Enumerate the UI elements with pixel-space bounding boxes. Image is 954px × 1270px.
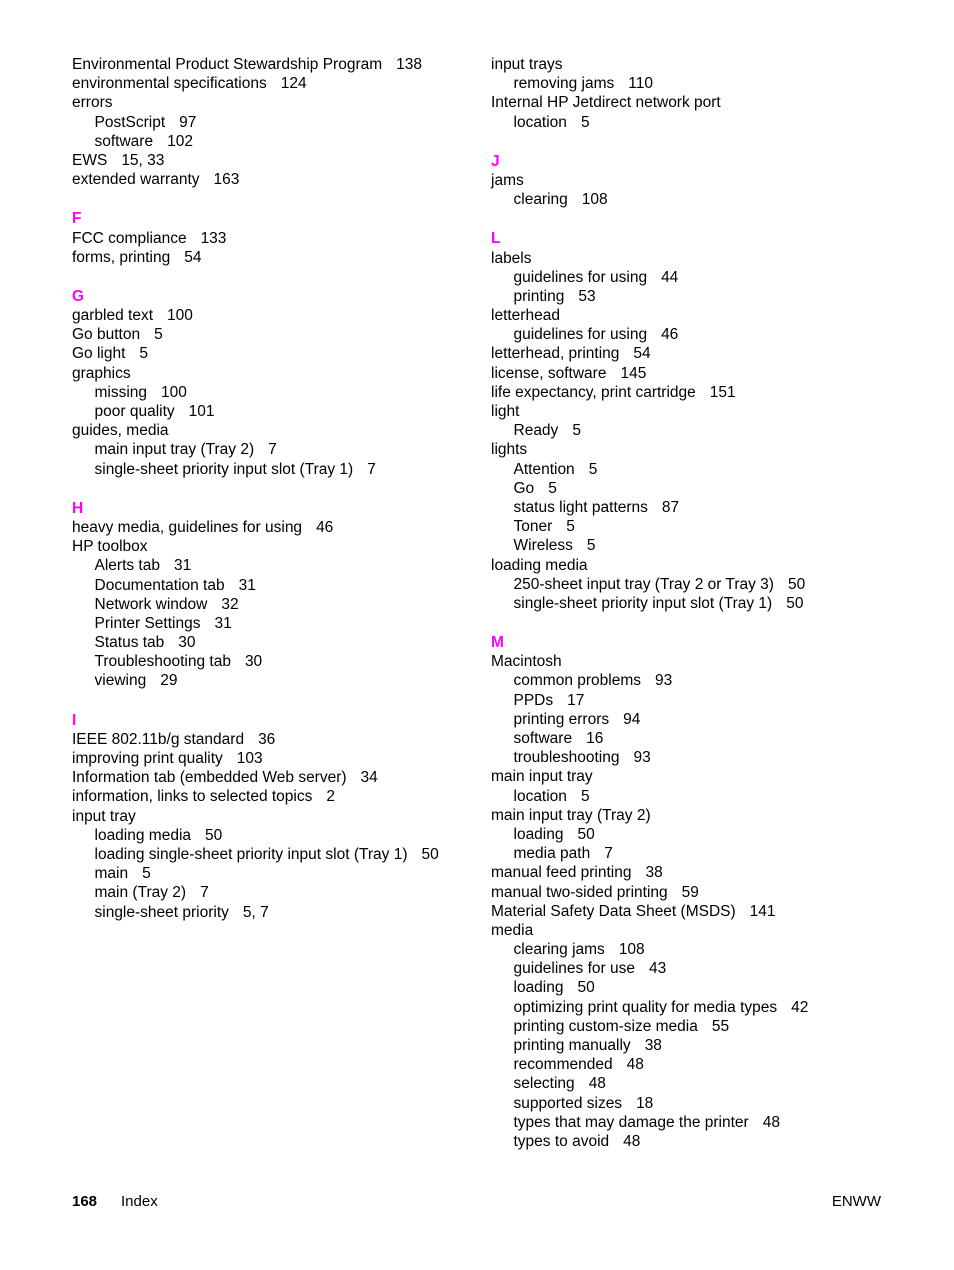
index-term: EWS <box>72 151 108 169</box>
index-term: loading media <box>94 826 192 844</box>
index-term: manual feed printing <box>491 864 632 882</box>
index-page-ref[interactable]: 34 <box>360 769 378 787</box>
index-subentry <box>72 576 472 595</box>
index-entry <box>72 421 472 440</box>
index-letter-heading: M <box>491 634 504 652</box>
index-subentry <box>72 826 472 845</box>
index-term: clearing <box>513 191 568 209</box>
index-term: poor quality <box>94 403 175 420</box>
index-term: letterhead <box>491 307 560 325</box>
index-entry <box>72 170 472 189</box>
index-subentry <box>491 1017 911 1036</box>
index-page-ref[interactable]: 50 <box>421 845 439 863</box>
index-term: life expectancy, print cartridge <box>491 383 696 401</box>
index-subentry <box>72 383 472 402</box>
index-term: input trays <box>491 56 563 73</box>
index-page-ref[interactable]: 31 <box>238 576 256 594</box>
index-entry <box>72 248 472 267</box>
index-entry <box>491 883 911 902</box>
index-subentry <box>491 787 911 806</box>
index-page-ref[interactable]: 145 <box>620 364 647 382</box>
index-term: types that may damage the printer <box>513 1113 749 1131</box>
index-term: single-sheet priority input slot (Tray 1) <box>513 594 773 612</box>
index-term: graphics <box>72 364 131 382</box>
index-page-ref[interactable]: 46 <box>316 518 334 536</box>
index-term: removing jams <box>513 75 615 93</box>
index-subentry <box>72 440 472 459</box>
index-term: Internal HP Jetdirect network port <box>491 94 721 112</box>
index-entry <box>491 249 911 268</box>
index-subentry <box>72 614 472 633</box>
index-term: common problems <box>513 672 641 690</box>
index-page-ref[interactable]: 48 <box>626 1056 644 1074</box>
index-entry <box>72 730 472 749</box>
index-subentry <box>72 671 472 690</box>
index-page-ref[interactable]: 15, 33 <box>121 151 165 169</box>
index-term: PPDs <box>513 691 554 709</box>
index-subentry <box>72 132 472 151</box>
index-page-ref[interactable]: 5 <box>139 345 149 363</box>
index-term: guidelines for use <box>513 960 635 978</box>
index-term: single-sheet priority <box>94 903 229 921</box>
index-term: selecting <box>513 1075 575 1093</box>
index-group <box>491 229 911 613</box>
index-entry <box>72 364 472 383</box>
index-term: lights <box>491 441 528 459</box>
index-term: clearing jams <box>513 941 605 959</box>
index-entry <box>72 55 472 74</box>
index-page-ref[interactable]: 102 <box>167 132 193 150</box>
index-term: main input tray (Tray 2) <box>94 441 255 459</box>
index-page-ref[interactable]: 38 <box>644 1037 662 1054</box>
index-page-ref[interactable]: 151 <box>709 383 736 401</box>
index-page-ref[interactable]: 5 <box>586 537 596 555</box>
index-term: loading media <box>491 556 588 574</box>
index-term: viewing <box>94 672 147 690</box>
index-term: Environmental Product Stewardship Program <box>72 56 383 73</box>
index-subentry <box>491 268 911 287</box>
index-subentry <box>491 1094 911 1113</box>
index-entry <box>72 768 472 787</box>
index-page-ref[interactable]: 100 <box>161 383 187 401</box>
index-subentry <box>491 671 911 690</box>
index-term: FCC compliance <box>72 229 187 247</box>
index-entry <box>72 749 472 768</box>
index-letter-heading: F <box>72 210 82 228</box>
index-page-ref[interactable]: 7 <box>200 884 209 902</box>
index-term: guidelines for using <box>513 268 648 286</box>
index-page-ref[interactable]: 54 <box>633 345 651 363</box>
index-subentry <box>72 402 472 421</box>
index-entry <box>491 556 911 575</box>
index-term: loading <box>513 979 564 997</box>
index-page-ref[interactable]: 5 <box>588 460 598 478</box>
index-term: guides, media <box>72 422 169 440</box>
index-term: Material Safety Data Sheet (MSDS) <box>491 902 736 920</box>
index-term: Information tab (embedded Web server) <box>72 769 347 787</box>
index-entry <box>491 93 911 112</box>
index-subentry <box>491 517 911 536</box>
index-term: Status tab <box>94 634 165 652</box>
index-group <box>72 55 472 189</box>
index-entry <box>491 364 911 383</box>
index-subentry <box>491 287 911 306</box>
index-subentry <box>491 748 911 767</box>
index-entry <box>491 806 911 825</box>
index-page-ref[interactable]: 101 <box>188 403 215 420</box>
index-page-ref[interactable]: 50 <box>205 826 223 844</box>
index-term: Wireless <box>513 537 573 555</box>
index-group <box>72 711 472 922</box>
index-subentry <box>491 1074 911 1093</box>
index-page-ref[interactable]: 5 <box>142 865 151 883</box>
index-entry <box>72 344 472 363</box>
index-page-ref[interactable]: 110 <box>628 75 653 93</box>
index-page-ref[interactable]: 36 <box>258 730 276 748</box>
index-term: location <box>513 113 567 131</box>
index-term: Go button <box>72 326 141 344</box>
index-subentry <box>491 498 911 517</box>
index-subentry <box>491 978 911 997</box>
index-subentry <box>72 845 472 864</box>
index-term: PostScript <box>94 113 166 131</box>
index-term: printing errors <box>513 710 610 728</box>
index-group <box>491 55 911 132</box>
index-page-ref[interactable]: 38 <box>645 864 663 882</box>
index-subentry <box>491 1055 911 1074</box>
index-term: environmental specifications <box>72 75 267 93</box>
footer-doc-code: ENWW <box>831 1193 881 1210</box>
index-subentry <box>491 940 911 959</box>
index-term: printing manually <box>513 1037 631 1054</box>
index-subentry <box>72 633 472 652</box>
index-subentry <box>491 594 911 613</box>
index-entry <box>72 229 472 248</box>
index-entry <box>72 325 472 344</box>
index-term: extended warranty <box>72 171 200 189</box>
index-subentry <box>491 729 911 748</box>
index-entry <box>491 402 911 421</box>
index-term: Go light <box>72 345 126 363</box>
index-page-ref[interactable]: 32 <box>221 595 239 613</box>
index-term: troubleshooting <box>513 749 620 767</box>
index-entry <box>491 171 911 190</box>
index-subentry <box>491 691 911 710</box>
index-group <box>72 209 472 267</box>
index-term: main input tray (Tray 2) <box>491 806 651 824</box>
index-page-ref[interactable]: 30 <box>244 653 263 671</box>
index-entry <box>491 383 911 402</box>
index-term: location <box>513 787 567 805</box>
index-page-ref[interactable]: 7 <box>268 441 277 459</box>
index-subentry <box>72 652 472 671</box>
index-letter-heading: G <box>72 287 85 305</box>
index-term: media <box>491 921 534 939</box>
index-page-ref[interactable]: 7 <box>604 845 613 863</box>
index-page-ref[interactable]: 5 <box>580 787 590 805</box>
index-entry <box>72 151 472 170</box>
index-term: Alerts tab <box>94 557 160 575</box>
index-term: printing <box>513 287 565 305</box>
index-letter-heading: H <box>72 499 84 517</box>
index-term: improving print quality <box>72 750 223 767</box>
index-page-ref[interactable]: 5 <box>566 518 575 536</box>
index-term: Printer Settings <box>94 614 201 632</box>
index-term: Troubleshooting tab <box>94 653 231 671</box>
index-entry <box>491 55 911 74</box>
index-page-ref[interactable]: 50 <box>577 825 595 843</box>
index-page-ref[interactable]: 97 <box>179 113 197 131</box>
index-term: HP toolbox <box>72 538 148 556</box>
index-page-ref[interactable]: 94 <box>623 710 641 728</box>
index-term: status light patterns <box>513 498 648 516</box>
index-column-right <box>491 55 911 1171</box>
index-subentry <box>491 113 911 132</box>
index-subentry <box>72 903 472 922</box>
index-term: types to avoid <box>513 1132 610 1150</box>
index-term: heavy media, guidelines for using <box>72 518 303 536</box>
index-subentry <box>491 74 911 93</box>
index-page-ref[interactable]: 100 <box>167 307 193 325</box>
index-page-ref[interactable]: 108 <box>581 191 608 209</box>
index-entry <box>72 93 472 112</box>
index-term: input tray <box>72 807 136 825</box>
index-term: manual two-sided printing <box>491 883 668 901</box>
index-term: information, links to selected topics <box>72 788 313 806</box>
index-letter-heading: I <box>72 711 77 729</box>
index-term: main (Tray 2) <box>94 884 187 902</box>
index-page-ref[interactable]: 16 <box>586 730 604 747</box>
index-term: loading single-sheet priority input slot (Tray 1) <box>94 845 408 863</box>
index-entry <box>72 807 472 826</box>
index-entry <box>491 767 911 786</box>
index-entry <box>491 921 911 940</box>
index-term: Macintosh <box>491 653 562 671</box>
index-term: Network window <box>94 595 208 613</box>
index-page-ref[interactable]: 29 <box>160 672 178 690</box>
index-entry <box>491 863 911 882</box>
index-page-ref[interactable]: 17 <box>567 691 585 709</box>
footer-page-number: 168 <box>72 1193 98 1210</box>
index-term: optimizing print quality for media types <box>513 998 778 1016</box>
index-term: guidelines for using <box>513 326 648 344</box>
index-term: Ready <box>513 422 559 440</box>
index-term: software <box>513 730 573 747</box>
index-page-ref[interactable]: 93 <box>655 672 673 690</box>
index-term: Attention <box>513 460 575 478</box>
index-letter-heading: L <box>491 230 501 248</box>
index-subentry <box>491 998 911 1017</box>
index-term: supported sizes <box>513 1094 623 1112</box>
index-term: Go <box>513 479 535 497</box>
index-page-ref[interactable]: 53 <box>578 287 596 305</box>
index-page-ref[interactable]: 54 <box>184 248 202 266</box>
index-page-ref[interactable]: 163 <box>213 171 240 189</box>
index-term: IEEE 802.11b/g standard <box>72 730 245 748</box>
index-group <box>72 287 472 479</box>
index-term: errors <box>72 94 113 112</box>
index-page-ref[interactable]: 48 <box>588 1075 606 1093</box>
index-page-ref[interactable]: 59 <box>681 883 699 901</box>
index-page-ref[interactable]: 5, 7 <box>242 903 269 921</box>
index-page-ref[interactable]: 43 <box>649 960 667 978</box>
index-entry <box>491 902 911 921</box>
index-subentry <box>491 1132 911 1151</box>
index-entry <box>491 344 911 363</box>
index-entry <box>491 440 911 459</box>
index-page-ref[interactable]: 103 <box>236 750 263 767</box>
index-page-ref[interactable]: 31 <box>214 614 232 632</box>
index-entry <box>72 787 472 806</box>
index-term: software <box>94 132 154 150</box>
index-page-ref[interactable]: 50 <box>787 575 806 593</box>
index-subentry <box>491 421 911 440</box>
index-subentry <box>491 959 911 978</box>
index-letter-heading: J <box>491 152 500 170</box>
index-term: Documentation tab <box>94 576 225 594</box>
index-term: forms, printing <box>72 248 171 266</box>
index-subentry <box>72 864 472 883</box>
index-term: 250-sheet input tray (Tray 2 or Tray 3) <box>513 575 774 593</box>
index-page-ref[interactable]: 5 <box>548 479 557 497</box>
index-subentry <box>491 190 911 209</box>
index-subentry <box>491 1113 911 1132</box>
index-term: main <box>94 865 129 883</box>
index-term: single-sheet priority input slot (Tray 1) <box>94 460 354 478</box>
index-subentry <box>491 536 911 555</box>
footer-section-title: Index <box>121 1193 158 1210</box>
index-subentry <box>72 883 472 902</box>
index-subentry <box>491 460 911 479</box>
index-subentry <box>491 844 911 863</box>
index-term: light <box>491 403 520 420</box>
index-subentry <box>491 325 911 344</box>
index-term: recommended <box>513 1056 613 1074</box>
index-page-ref[interactable]: 5 <box>572 422 581 440</box>
index-entry <box>72 537 472 556</box>
index-page-ref[interactable]: 87 <box>661 498 680 516</box>
index-entry <box>72 74 472 93</box>
index-term: letterhead, printing <box>491 345 620 363</box>
index-entry <box>72 518 472 537</box>
index-group <box>491 152 911 210</box>
index-page-ref[interactable]: 44 <box>661 268 679 286</box>
index-page-ref[interactable]: 46 <box>661 326 679 344</box>
index-entry <box>491 306 911 325</box>
index-subentry <box>72 460 472 479</box>
index-page-ref[interactable]: 55 <box>711 1017 730 1035</box>
index-page-ref[interactable]: 42 <box>791 998 809 1016</box>
index-page-ref[interactable]: 48 <box>623 1132 641 1150</box>
index-page-ref[interactable]: 141 <box>749 902 776 920</box>
index-page-ref[interactable]: 5 <box>154 326 163 344</box>
index-subentry <box>72 595 472 614</box>
index-subentry <box>491 1036 911 1055</box>
index-subentry <box>491 575 911 594</box>
index-page-ref[interactable]: 133 <box>200 229 227 247</box>
index-page-ref[interactable]: 31 <box>173 557 192 575</box>
index-term: labels <box>491 249 532 267</box>
index-page-ref[interactable]: 93 <box>633 749 651 767</box>
index-term: license, software <box>491 364 607 382</box>
index-page-ref[interactable]: 50 <box>786 594 804 612</box>
index-page-ref[interactable]: 108 <box>618 941 645 959</box>
index-subentry <box>491 825 911 844</box>
index-page-ref[interactable]: 7 <box>367 460 376 478</box>
index-term: garbled text <box>72 307 153 325</box>
index-group <box>72 499 472 691</box>
index-term: main input tray <box>491 768 593 786</box>
index-page-ref[interactable]: 124 <box>280 75 307 93</box>
index-column-left <box>72 55 472 942</box>
index-term: media path <box>513 845 591 863</box>
index-subentry <box>72 113 472 132</box>
index-subentry <box>491 479 911 498</box>
index-entry <box>491 652 911 671</box>
index-group <box>491 633 911 1151</box>
index-term: Toner <box>513 518 553 536</box>
index-page-ref[interactable]: 48 <box>762 1113 780 1131</box>
index-page-ref[interactable]: 2 <box>326 788 335 806</box>
index-term: loading <box>513 825 564 843</box>
index-page-ref[interactable]: 50 <box>577 979 595 997</box>
index-term: printing custom-size media <box>513 1017 698 1035</box>
index-subentry <box>491 710 911 729</box>
index-subentry <box>72 556 472 575</box>
index-term: jams <box>491 171 524 189</box>
index-page-ref[interactable]: 30 <box>178 634 196 652</box>
index-term: missing <box>94 383 148 401</box>
index-page-ref[interactable]: 138 <box>396 56 423 73</box>
index-entry <box>72 306 472 325</box>
index-page-ref[interactable]: 5 <box>580 113 590 131</box>
index-page-ref[interactable]: 18 <box>636 1094 654 1112</box>
